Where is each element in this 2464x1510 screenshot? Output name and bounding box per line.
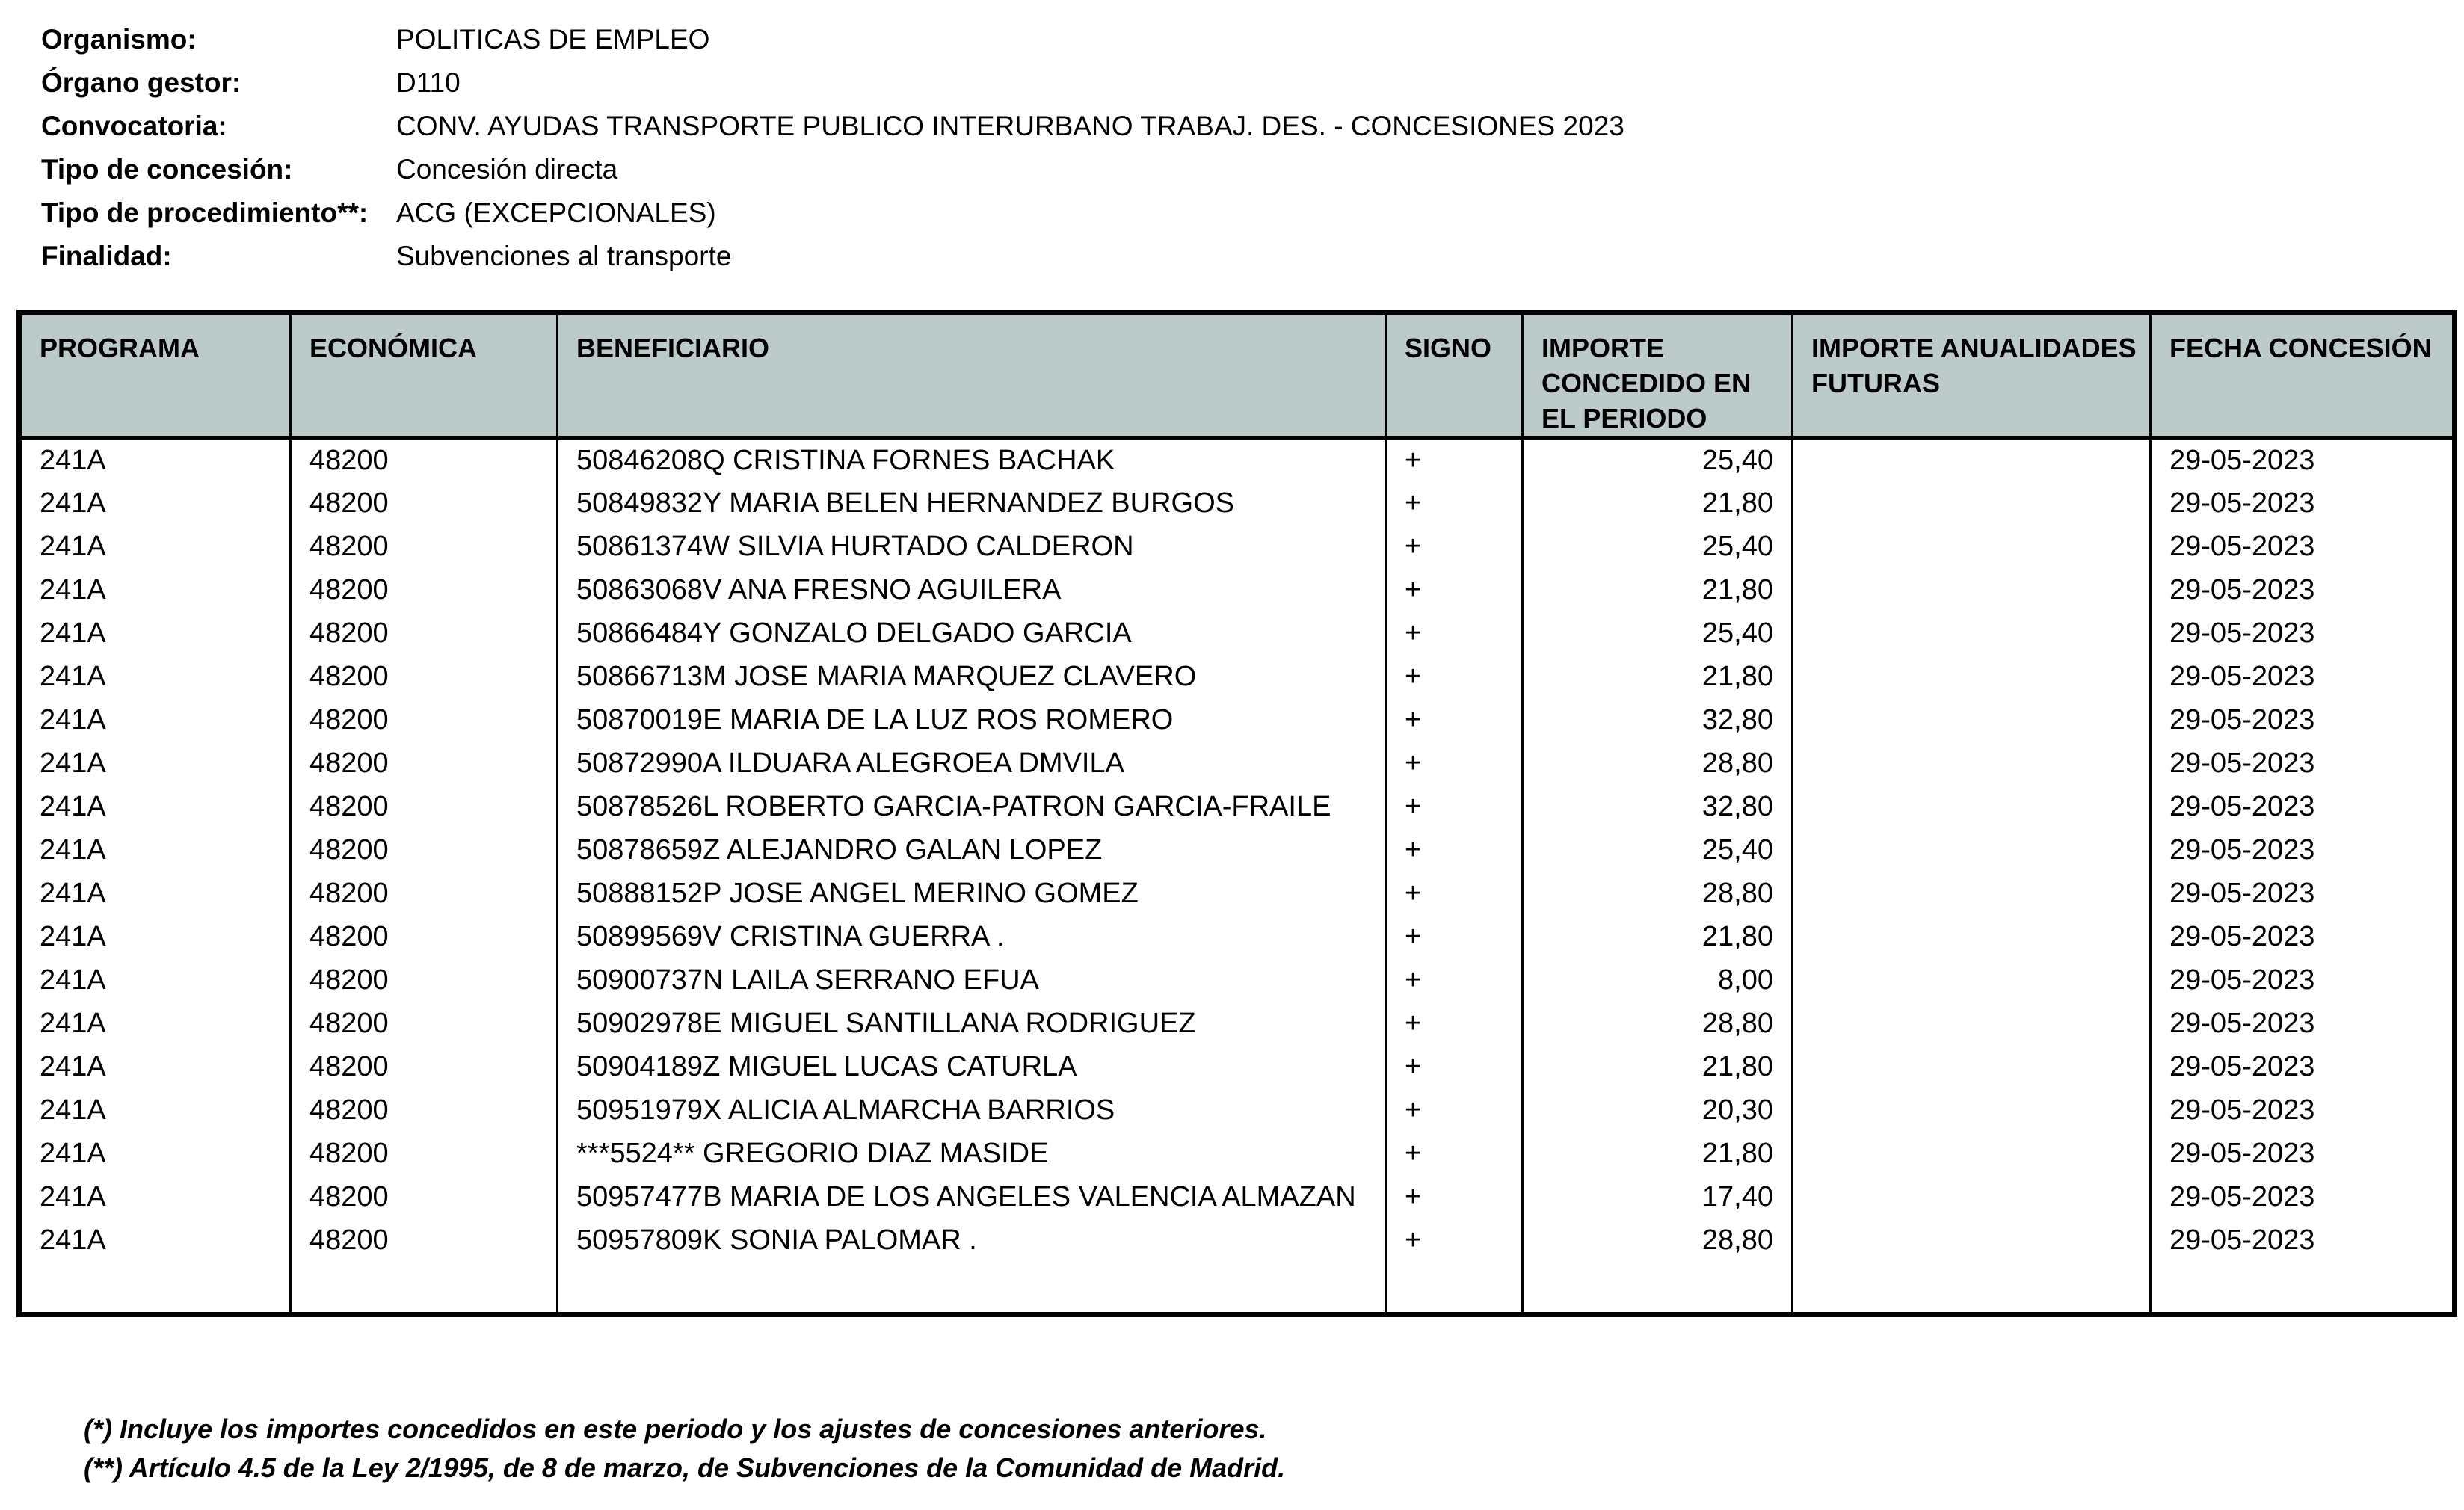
- cell-beneficiario: 50957477B MARIA DE LOS ANGELES VALENCIA ALMAZAN: [558, 1175, 1386, 1218]
- cell-signo: +: [1386, 828, 1523, 872]
- cell-importe: 21,80: [1523, 655, 1793, 698]
- cell-beneficiario: 50863068V ANA FRESNO AGUILERA: [558, 568, 1386, 611]
- meta-value-organo-gestor: D110: [396, 67, 461, 98]
- cell-importe: 32,80: [1523, 698, 1793, 742]
- table-header-row: [19, 313, 2455, 439]
- cell-economica: 48200: [291, 828, 558, 872]
- footnotes: [84, 1410, 1285, 1488]
- meta-value-tipo-concesion: Concesión directa: [396, 154, 618, 185]
- cell-fecha: 29-05-2023: [2169, 573, 2315, 605]
- cell-fecha: 29-05-2023: [2169, 790, 2315, 822]
- cell-fecha: 29-05-2023: [2169, 1137, 2315, 1169]
- cell-signo: +: [1386, 1002, 1523, 1045]
- cell-signo: +: [1386, 525, 1523, 568]
- cell-programa: 241A: [19, 828, 291, 872]
- cell-fecha: 29-05-2023: [2169, 833, 2315, 866]
- cell-economica: 48200: [291, 1132, 558, 1175]
- cell-signo: +: [1386, 568, 1523, 611]
- cell-importe: 32,80: [1523, 785, 1793, 828]
- table-filler-row: [19, 1262, 2455, 1314]
- cell-anualidades: [1793, 655, 2151, 698]
- cell-anualidades: [1793, 525, 2151, 568]
- meta-label-organismo: Organismo:: [41, 24, 197, 55]
- cell-importe: 20,30: [1523, 1088, 1793, 1132]
- cell-programa: 241A: [19, 655, 291, 698]
- cell-economica: 48200: [291, 915, 558, 958]
- cell-importe: 28,80: [1523, 1002, 1793, 1045]
- cell-programa: 241A: [19, 698, 291, 742]
- table-row: [19, 655, 2455, 698]
- cell-signo: +: [1386, 915, 1523, 958]
- cell-beneficiario: 50872990A ILDUARA ALEGROEA DMVILA: [558, 742, 1386, 785]
- cell-fecha: 29-05-2023: [2169, 530, 2315, 562]
- cell-fecha: 29-05-2023: [2169, 964, 2315, 996]
- cell-economica: 48200: [291, 611, 558, 655]
- cell-anualidades: [1793, 1088, 2151, 1132]
- cell-economica: 48200: [291, 1218, 558, 1262]
- column-header-beneficiario: BENEFICIARIO: [558, 313, 1386, 439]
- cell-beneficiario: 50849832Y MARIA BELEN HERNANDEZ BURGOS: [558, 481, 1386, 525]
- table-row: [19, 1218, 2455, 1262]
- cell-signo: +: [1386, 1132, 1523, 1175]
- table-row: [19, 872, 2455, 915]
- table-row: [19, 1002, 2455, 1045]
- cell-fecha: 29-05-2023: [2169, 703, 2315, 736]
- cell-anualidades: [1793, 698, 2151, 742]
- table-row: [19, 698, 2455, 742]
- cell-fecha: 29-05-2023: [2169, 1224, 2315, 1256]
- cell-beneficiario: 50951979X ALICIA ALMARCHA BARRIOS: [558, 1088, 1386, 1132]
- meta-label-organo-gestor: Órgano gestor:: [41, 67, 241, 98]
- column-header-fecha-concesion: FECHA CONCESIÓN: [2151, 313, 2455, 439]
- cell-beneficiario: 50899569V CRISTINA GUERRA .: [558, 915, 1386, 958]
- cell-economica: 48200: [291, 1002, 558, 1045]
- cell-importe: 28,80: [1523, 1218, 1793, 1262]
- meta-row-convocatoria: [41, 105, 1624, 148]
- cell-signo: +: [1386, 698, 1523, 742]
- cell-beneficiario: 50904189Z MIGUEL LUCAS CATURLA: [558, 1045, 1386, 1088]
- cell-economica: 48200: [291, 481, 558, 525]
- cell-importe: 21,80: [1523, 915, 1793, 958]
- meta-value-organismo: POLITICAS DE EMPLEO: [396, 24, 710, 55]
- cell-economica: 48200: [291, 1088, 558, 1132]
- cell-beneficiario: 50878659Z ALEJANDRO GALAN LOPEZ: [558, 828, 1386, 872]
- cell-fecha: 29-05-2023: [2169, 1050, 2315, 1082]
- filler-cell: [1523, 1262, 1793, 1314]
- cell-signo: +: [1386, 872, 1523, 915]
- meta-row-organismo: [41, 18, 1624, 61]
- cell-fecha: 29-05-2023: [2169, 877, 2315, 909]
- cell-economica: 48200: [291, 698, 558, 742]
- meta-value-convocatoria: CONV. AYUDAS TRANSPORTE PUBLICO INTERURBANO TRABAJ. DES. - CONCESIONES 2023: [396, 111, 1624, 141]
- cell-anualidades: [1793, 785, 2151, 828]
- filler-cell: [19, 1262, 291, 1314]
- meta-value-finalidad: Subvenciones al transporte: [396, 241, 732, 271]
- cell-fecha: 29-05-2023: [2169, 487, 2315, 519]
- table-row: [19, 525, 2455, 568]
- cell-beneficiario: 50861374W SILVIA HURTADO CALDERON: [558, 525, 1386, 568]
- cell-importe: 25,40: [1523, 525, 1793, 568]
- cell-importe: 25,40: [1523, 828, 1793, 872]
- cell-fecha: 29-05-2023: [2169, 920, 2315, 952]
- cell-anualidades: [1793, 742, 2151, 785]
- meta-value-tipo-procedimiento: ACG (EXCEPCIONALES): [396, 197, 716, 228]
- table-row: [19, 611, 2455, 655]
- cell-importe: 21,80: [1523, 568, 1793, 611]
- cell-anualidades: [1793, 1218, 2151, 1262]
- table-row: [19, 568, 2455, 611]
- table-row: [19, 1132, 2455, 1175]
- cell-signo: +: [1386, 438, 1523, 481]
- filler-cell: [291, 1262, 558, 1314]
- cell-economica: 48200: [291, 872, 558, 915]
- cell-anualidades: [1793, 872, 2151, 915]
- table-header: [19, 313, 2455, 439]
- cell-fecha: 29-05-2023: [2169, 747, 2315, 779]
- cell-fecha: 29-05-2023: [2169, 1094, 2315, 1126]
- meta-label-finalidad: Finalidad:: [41, 241, 172, 271]
- cell-signo: +: [1386, 785, 1523, 828]
- cell-programa: 241A: [19, 1132, 291, 1175]
- cell-programa: 241A: [19, 1088, 291, 1132]
- meta-row-organo-gestor: [41, 61, 1624, 105]
- cell-anualidades: [1793, 915, 2151, 958]
- cell-economica: 48200: [291, 1045, 558, 1088]
- cell-beneficiario: 50866713M JOSE MARIA MARQUEZ CLAVERO: [558, 655, 1386, 698]
- footnote-1: (*) Incluye los importes concedidos en este periodo y los ajustes de concesiones anteriores.: [84, 1414, 1267, 1444]
- cell-beneficiario: 50870019E MARIA DE LA LUZ ROS ROMERO: [558, 698, 1386, 742]
- grants-table: [16, 310, 2457, 1317]
- cell-economica: 48200: [291, 438, 558, 481]
- table-row: [19, 1045, 2455, 1088]
- cell-fecha: 29-05-2023: [2169, 1180, 2315, 1212]
- cell-importe: 25,40: [1523, 611, 1793, 655]
- cell-beneficiario: 50878526L ROBERTO GARCIA-PATRON GARCIA-FRAILE: [558, 785, 1386, 828]
- filler-cell: [2151, 1262, 2455, 1314]
- cell-importe: 25,40: [1523, 438, 1793, 481]
- cell-programa: 241A: [19, 872, 291, 915]
- cell-signo: +: [1386, 655, 1523, 698]
- cell-programa: 241A: [19, 742, 291, 785]
- cell-programa: 241A: [19, 1002, 291, 1045]
- cell-signo: +: [1386, 611, 1523, 655]
- cell-economica: 48200: [291, 785, 558, 828]
- cell-beneficiario: 50888152P JOSE ANGEL MERINO GOMEZ: [558, 872, 1386, 915]
- cell-economica: 48200: [291, 742, 558, 785]
- meta-row-finalidad: [41, 235, 1624, 278]
- cell-anualidades: [1793, 438, 2151, 481]
- filler-cell: [1386, 1262, 1523, 1314]
- cell-beneficiario: 50902978E MIGUEL SANTILLANA RODRIGUEZ: [558, 1002, 1386, 1045]
- cell-beneficiario: ***5524** GREGORIO DIAZ MASIDE: [558, 1132, 1386, 1175]
- cell-signo: +: [1386, 742, 1523, 785]
- cell-signo: +: [1386, 481, 1523, 525]
- table-row: [19, 1088, 2455, 1132]
- cell-fecha: 29-05-2023: [2169, 617, 2315, 649]
- cell-anualidades: [1793, 1132, 2151, 1175]
- cell-economica: 48200: [291, 568, 558, 611]
- meta-row-tipo-concesion: [41, 148, 1624, 191]
- cell-programa: 241A: [19, 1045, 291, 1088]
- cell-importe: 21,80: [1523, 1132, 1793, 1175]
- cell-beneficiario: 50957809K SONIA PALOMAR .: [558, 1218, 1386, 1262]
- cell-economica: 48200: [291, 958, 558, 1002]
- filler-cell: [1793, 1262, 2151, 1314]
- column-header-importe-anualidades: IMPORTE ANUALIDADES FUTURAS: [1793, 313, 2151, 439]
- cell-importe: 28,80: [1523, 742, 1793, 785]
- meta-label-convocatoria: Convocatoria:: [41, 111, 227, 141]
- column-header-programa: PROGRAMA: [19, 313, 291, 439]
- cell-fecha: 29-05-2023: [2169, 1007, 2315, 1039]
- meta-label-tipo-concesion: Tipo de concesión:: [41, 154, 293, 185]
- meta-row-tipo-procedimiento: [41, 191, 1624, 235]
- cell-fecha: 29-05-2023: [2169, 660, 2315, 692]
- cell-importe: 21,80: [1523, 1045, 1793, 1088]
- table-row: [19, 1175, 2455, 1218]
- cell-programa: 241A: [19, 785, 291, 828]
- cell-anualidades: [1793, 568, 2151, 611]
- cell-programa: 241A: [19, 481, 291, 525]
- cell-programa: 241A: [19, 915, 291, 958]
- column-header-economica: ECONÓMICA: [291, 313, 558, 439]
- cell-importe: 17,40: [1523, 1175, 1793, 1218]
- table-row: [19, 438, 2455, 481]
- cell-anualidades: [1793, 1175, 2151, 1218]
- cell-programa: 241A: [19, 1175, 291, 1218]
- cell-signo: +: [1386, 1045, 1523, 1088]
- table-row: [19, 785, 2455, 828]
- cell-signo: +: [1386, 1218, 1523, 1262]
- cell-signo: +: [1386, 958, 1523, 1002]
- cell-programa: 241A: [19, 611, 291, 655]
- cell-importe: 8,00: [1523, 958, 1793, 1002]
- document-metadata: [41, 18, 1624, 278]
- table-row: [19, 828, 2455, 872]
- cell-anualidades: [1793, 1045, 2151, 1088]
- column-header-importe-concedido: IMPORTE CONCEDIDO EN EL PERIODO: [1523, 313, 1793, 439]
- meta-label-tipo-procedimiento: Tipo de procedimiento**:: [41, 197, 369, 228]
- table-body: [19, 438, 2455, 1314]
- cell-beneficiario: 50846208Q CRISTINA FORNES BACHAK: [558, 438, 1386, 481]
- cell-economica: 48200: [291, 525, 558, 568]
- filler-cell: [558, 1262, 1386, 1314]
- cell-anualidades: [1793, 1002, 2151, 1045]
- cell-anualidades: [1793, 611, 2151, 655]
- cell-anualidades: [1793, 958, 2151, 1002]
- cell-importe: 21,80: [1523, 481, 1793, 525]
- footnote-2: (**) Artículo 4.5 de la Ley 2/1995, de 8 de marzo, de Subvenciones de la Comunidad de Madrid.: [84, 1452, 1286, 1483]
- cell-beneficiario: 50866484Y GONZALO DELGADO GARCIA: [558, 611, 1386, 655]
- cell-economica: 48200: [291, 655, 558, 698]
- cell-programa: 241A: [19, 525, 291, 568]
- cell-beneficiario: 50900737N LAILA SERRANO EFUA: [558, 958, 1386, 1002]
- cell-anualidades: [1793, 481, 2151, 525]
- cell-fecha: 29-05-2023: [2169, 445, 2315, 476]
- table-row: [19, 958, 2455, 1002]
- cell-importe: 28,80: [1523, 872, 1793, 915]
- cell-programa: 241A: [19, 958, 291, 1002]
- cell-anualidades: [1793, 828, 2151, 872]
- cell-economica: 48200: [291, 1175, 558, 1218]
- table-row: [19, 915, 2455, 958]
- cell-programa: 241A: [19, 438, 291, 481]
- cell-programa: 241A: [19, 1218, 291, 1262]
- cell-signo: +: [1386, 1175, 1523, 1218]
- cell-programa: 241A: [19, 568, 291, 611]
- cell-signo: +: [1386, 1088, 1523, 1132]
- table-row: [19, 481, 2455, 525]
- table-row: [19, 742, 2455, 785]
- column-header-signo: SIGNO: [1386, 313, 1523, 439]
